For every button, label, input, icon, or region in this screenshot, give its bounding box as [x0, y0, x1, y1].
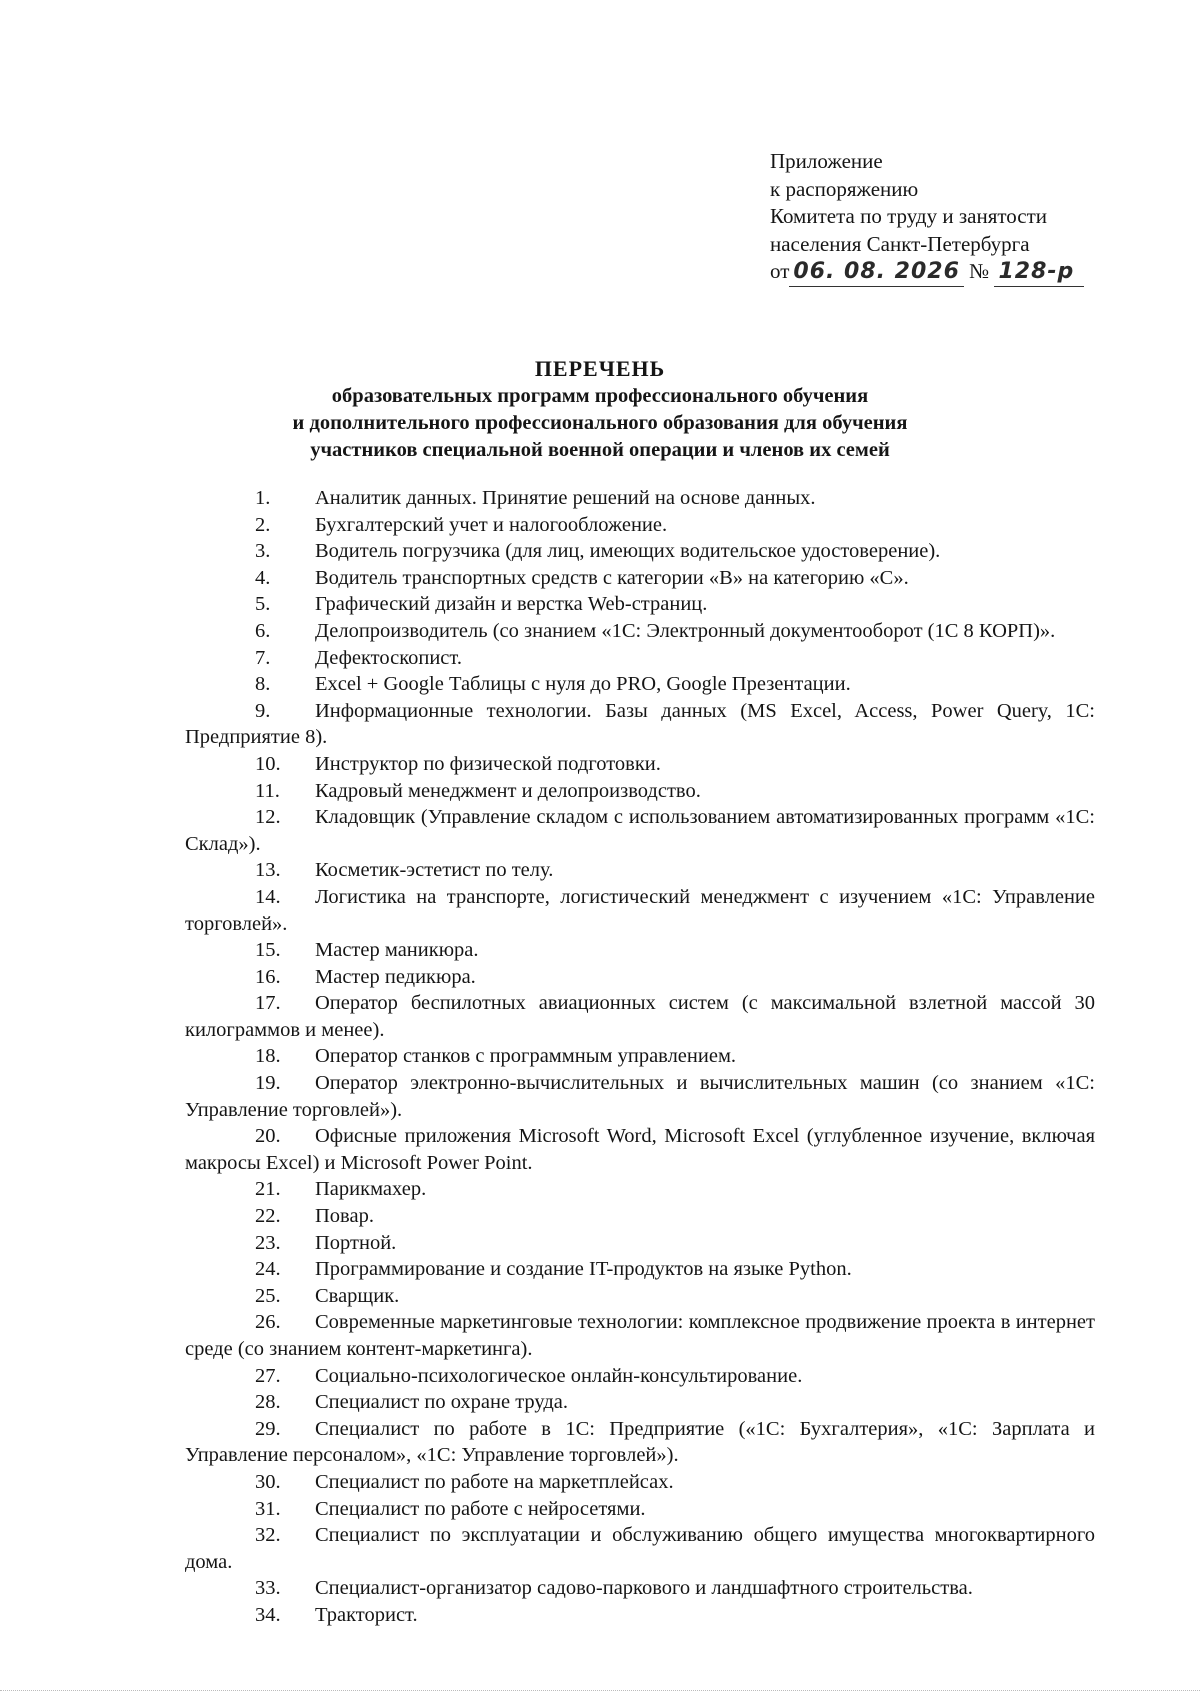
- item-number: 26.: [255, 1311, 281, 1334]
- item-text: Специалист по эксплуатации и обслуживанию общего имущества многоквартирного дома.: [185, 1524, 1095, 1573]
- item-text: Офисные приложения Microsoft Word, Microsoft Excel (углубленное изучение, включая макросы Excel) и Microsoft Power Point.: [185, 1125, 1095, 1174]
- item-number: 8.: [255, 673, 271, 696]
- item-number: 17.: [255, 992, 281, 1015]
- item-text: Дефектоскопист.: [315, 646, 462, 669]
- item-text: Косметик-эстетист по телу.: [315, 859, 554, 882]
- appendix-line: Приложение: [770, 149, 883, 173]
- list-item: [185, 1203, 1095, 1230]
- item-text: Специалист по работе в 1С: Предприятие («1С: Бухгалтерия», «1С: Зарплата и Управление персоналом», «1С: Управление торговлей»).: [185, 1417, 1095, 1467]
- list-item: [185, 1522, 1095, 1575]
- item-text: Оператор беспилотных авиационных систем (с максимальной взлетной массой 30 килограммов и менее).: [185, 992, 1095, 1041]
- list-item: [185, 1575, 1095, 1602]
- item-number: 10.: [255, 752, 281, 775]
- item-number: 25.: [255, 1284, 281, 1307]
- handwritten-number: 128-р: [998, 259, 1075, 284]
- list-item: [185, 857, 1095, 884]
- date-prefix: от: [770, 259, 790, 283]
- item-text: Социально-психологическое онлайн-консультирование.: [315, 1364, 803, 1387]
- list-item: [185, 698, 1095, 751]
- item-number: 13.: [255, 859, 281, 882]
- appendix-line: Комитета по труду и занятости: [770, 204, 1048, 228]
- item-text: Excel + Google Таблицы с нуля до PRO, Google Презентации.: [315, 673, 851, 696]
- item-number: 14.: [255, 885, 281, 908]
- program-list: [185, 485, 1095, 1629]
- list-item: [185, 1416, 1095, 1469]
- list-item: [185, 618, 1095, 645]
- item-text: Современные маркетинговые технологии: комплексное продвижение проекта в интернет среде (со знанием контент-маркетинга).: [185, 1311, 1095, 1360]
- item-text: Оператор станков с программным управлением.: [315, 1045, 737, 1068]
- item-number: 31.: [255, 1497, 281, 1520]
- list-item: [185, 964, 1095, 991]
- item-text: Программирование и создание IT-продуктов на языке Python.: [315, 1258, 852, 1281]
- item-number: 4.: [255, 566, 271, 589]
- list-item: [185, 1496, 1095, 1523]
- item-text: Сварщик.: [315, 1284, 400, 1307]
- item-number: 12.: [255, 806, 281, 829]
- item-text: Делопроизводитель (со знанием «1С: Электронный документооборот (1С 8 КОРП)».: [315, 619, 1056, 642]
- list-item: [185, 1469, 1095, 1496]
- scan-edge-rule: [0, 1690, 1200, 1691]
- list-item: [185, 1230, 1095, 1257]
- item-number: 32.: [255, 1524, 281, 1547]
- item-number: 9.: [255, 699, 271, 722]
- document-title: [0, 355, 1200, 464]
- number-prefix: №: [969, 259, 990, 283]
- list-item: [185, 1070, 1095, 1123]
- item-text: Портной.: [315, 1231, 397, 1254]
- list-item: [185, 751, 1095, 778]
- item-number: 11.: [255, 779, 280, 802]
- list-item: [185, 1309, 1095, 1362]
- item-number: 24.: [255, 1258, 281, 1281]
- item-text: Инструктор по физической подготовки.: [315, 752, 661, 775]
- item-text: Кадровый менеджмент и делопроизводство.: [315, 779, 701, 802]
- item-number: 22.: [255, 1205, 281, 1228]
- item-number: 1.: [255, 487, 271, 509]
- list-item: [185, 884, 1095, 937]
- item-text: Специалист по охране труда.: [315, 1391, 569, 1414]
- item-text: Мастер маникюра.: [315, 939, 479, 962]
- item-text: Парикмахер.: [315, 1178, 427, 1201]
- item-text: Тракторист.: [315, 1603, 418, 1626]
- list-item: [185, 591, 1095, 618]
- list-item: [185, 671, 1095, 698]
- item-number: 34.: [255, 1603, 281, 1626]
- handwritten-date: 06. 08. 2026: [793, 259, 960, 284]
- title-line: и дополнительного профессионального образования для обучения: [292, 412, 908, 434]
- item-number: 33.: [255, 1577, 281, 1600]
- list-item: [185, 485, 1095, 512]
- item-text: Специалист-организатор садово-паркового и ландшафтного строительства.: [315, 1577, 973, 1600]
- list-item: [185, 538, 1095, 565]
- item-text: Кладовщик (Управление складом с использованием автоматизированных программ «1С: Склад»).: [185, 806, 1095, 855]
- item-number: 30.: [255, 1470, 281, 1493]
- list-item: [185, 1389, 1095, 1416]
- item-text: Бухгалтерский учет и налогообложение.: [315, 513, 668, 536]
- list-item: [185, 1363, 1095, 1390]
- item-text: Информационные технологии. Базы данных (MS Excel, Access, Power Query, 1С: Предприятие 8).: [185, 699, 1095, 749]
- item-text: Аналитик данных. Принятие решений на основе данных.: [315, 487, 816, 509]
- item-text: Специалист по работе на маркетплейсах.: [315, 1470, 674, 1493]
- appendix-line: к распоряжению: [770, 176, 919, 201]
- item-number: 16.: [255, 965, 281, 988]
- list-item: [185, 804, 1095, 857]
- item-text: Специалист по работе с нейросетями.: [315, 1497, 646, 1520]
- item-number: 21.: [255, 1178, 281, 1201]
- title-line: участников специальной военной операции и членов их семей: [310, 439, 890, 461]
- item-text: Логистика на транспорте, логистический менеджмент с изучением «1С: Управление торговлей».: [185, 885, 1095, 935]
- list-item: [185, 565, 1095, 592]
- appendix-header: [770, 148, 1084, 287]
- list-item: [185, 645, 1095, 672]
- item-number: 29.: [255, 1417, 281, 1440]
- list-item: [185, 778, 1095, 805]
- list-item: [185, 990, 1095, 1043]
- item-text: Оператор электронно-вычислительных и вычислительных машин (со знанием «1С: Управление торговлей»).: [185, 1072, 1095, 1121]
- item-text: Графический дизайн и верстка Web-страниц.: [315, 593, 708, 616]
- appendix-line: населения Санкт-Петербурга: [770, 231, 1030, 256]
- item-number: 15.: [255, 939, 281, 962]
- title-line: образовательных программ профессионального обучения: [331, 385, 869, 407]
- list-item: [185, 1283, 1095, 1310]
- signature-date-line: [770, 258, 1084, 287]
- list-item: [185, 937, 1095, 964]
- item-number: 27.: [255, 1364, 281, 1387]
- item-number: 7.: [255, 646, 271, 669]
- item-number: 18.: [255, 1045, 281, 1068]
- item-number: 20.: [255, 1125, 281, 1148]
- list-item: [185, 512, 1095, 539]
- item-number: 3.: [255, 540, 271, 563]
- item-number: 5.: [255, 593, 271, 616]
- date-field: [789, 258, 964, 287]
- item-text: Водитель погрузчика (для лиц, имеющих водительское удостоверение).: [315, 540, 941, 563]
- item-number: 23.: [255, 1231, 281, 1254]
- item-number: 6.: [255, 619, 271, 642]
- item-text: Водитель транспортных средств с категории «В» на категорию «С».: [315, 566, 909, 589]
- item-number: 19.: [255, 1072, 281, 1095]
- list-item: [185, 1043, 1095, 1070]
- list-item: [185, 1256, 1095, 1283]
- item-number: 28.: [255, 1391, 281, 1414]
- item-number: 2.: [255, 513, 271, 536]
- list-item: [185, 1123, 1095, 1176]
- list-item: [185, 1176, 1095, 1203]
- item-text: Повар.: [315, 1205, 374, 1228]
- item-text: Мастер педикюра.: [315, 965, 476, 988]
- list-item: [185, 1602, 1095, 1629]
- title-heading: ПЕРЕЧЕНЬ: [534, 356, 666, 381]
- number-field: [994, 258, 1084, 287]
